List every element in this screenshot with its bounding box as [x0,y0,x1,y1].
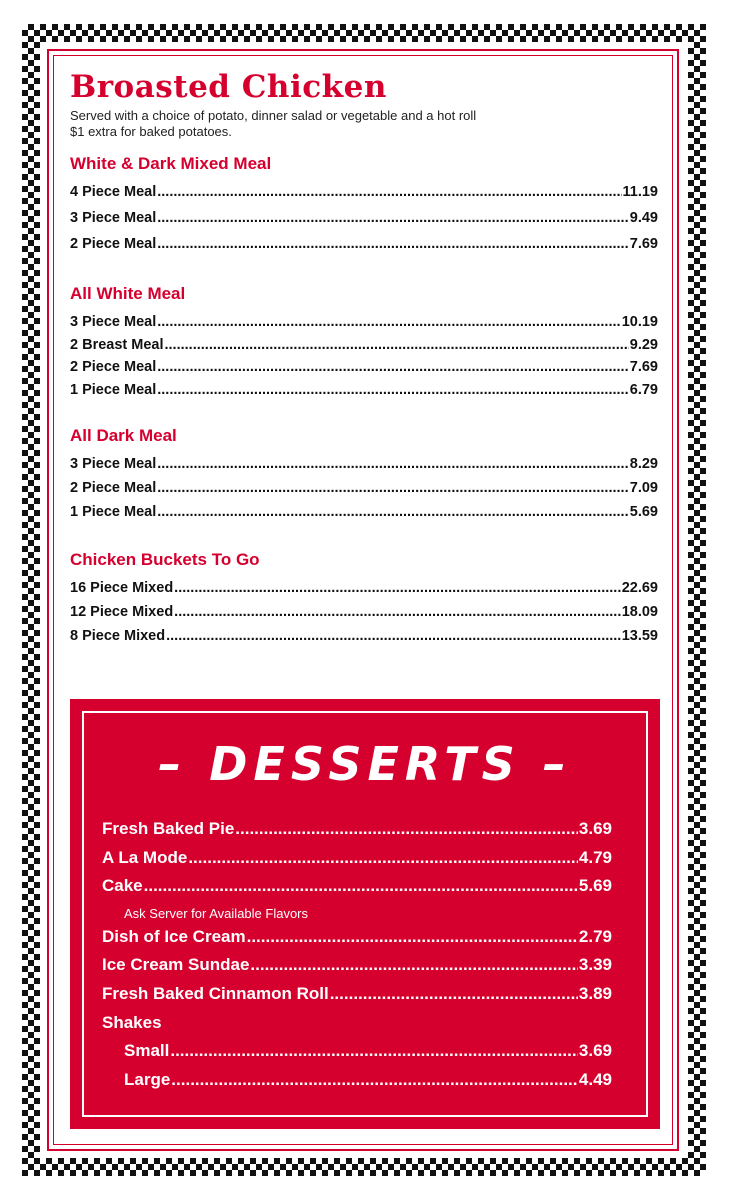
desserts-title: – DESSERTS – [158,737,572,791]
leader-dots [247,927,578,947]
menu-sections [70,154,658,652]
menu-item-price: 22.69 [621,580,658,596]
leader-dots [250,955,578,975]
menu-item [70,184,658,210]
menu-item [70,504,658,528]
leader-dots [157,236,629,252]
dessert-item-price: 2.79 [578,926,612,946]
section-title: All Dark Meal [70,426,177,445]
menu-item-price: 9.29 [629,336,658,353]
leader-dots [171,1070,578,1090]
dessert-item-price: 3.69 [578,1041,612,1061]
dessert-item [102,1041,612,1070]
menu-item-name: 1 Piece Meal [70,504,157,520]
menu-item [70,580,658,604]
menu-item-name: 2 Piece Meal [70,236,157,252]
leader-dots [235,819,578,839]
menu-item [70,628,658,652]
menu-item-price: 6.79 [629,381,658,398]
leader-dots [170,1041,578,1061]
dessert-item-name: Dish of Ice Cream [102,926,246,946]
menu-item [70,314,658,337]
menu-item-price: 11.19 [622,184,658,200]
page-title: Broasted Chicken [70,69,387,105]
subtitle-line-1: Served with a choice of potato, dinner salad or vegetable and a hot roll [70,108,477,123]
leader-dots [330,984,578,1004]
dessert-item [102,876,612,905]
section-title: All White Meal [70,284,186,303]
leader-dots [157,456,629,472]
leader-dots [157,359,629,375]
dessert-item-name: Small [124,1041,170,1061]
menu-item-name: 12 Piece Mixed [70,604,174,620]
leader-dots [157,382,629,398]
menu-item-name: 2 Breast Meal [70,336,164,353]
menu-item-price: 7.69 [629,359,658,375]
leader-dots [144,876,578,896]
menu-item [70,604,658,628]
dessert-item-name: A La Mode [102,847,188,867]
leader-dots [174,580,621,596]
leader-dots [157,480,629,496]
leader-dots [157,210,629,226]
menu-item-price: 9.49 [629,210,658,226]
dessert-item-price: 5.69 [578,876,612,896]
dessert-item-name: Large [124,1069,171,1089]
menu-item [70,480,658,504]
dessert-item-price: 3.89 [578,983,612,1003]
menu-item [70,382,658,405]
menu-item-name: 3 Piece Meal [70,314,157,330]
subtitle-line-2: $1 extra for baked potatoes. [70,124,232,139]
menu-item [70,337,658,360]
menu-item-price: 8.29 [629,456,658,472]
menu-item [70,359,658,382]
menu-item-price: 7.09 [629,480,658,496]
menu-item-price: 10.19 [621,314,658,330]
leader-dots [166,628,621,644]
leader-dots [157,504,629,520]
dessert-item [102,984,612,1013]
menu-item [70,456,658,480]
leader-dots [188,848,578,868]
dessert-item-name: Fresh Baked Pie [102,819,235,838]
dessert-item [102,1070,612,1099]
menu-item-price: 18.09 [621,604,658,620]
dessert-item-price: 3.39 [578,955,612,975]
dessert-item-price: 3.69 [578,819,612,838]
menu-item [70,236,658,262]
desserts-panel [70,699,660,1129]
section-title: White & Dark Mixed Meal [70,154,272,173]
menu-item-name: 2 Piece Meal [70,480,157,496]
dessert-item [102,848,612,877]
menu-item-name: 2 Piece Meal [70,359,157,375]
section-title: Chicken Buckets To Go [70,550,260,569]
menu-item-price: 7.69 [629,236,658,252]
leader-dots [157,184,621,200]
dessert-item-name: Shakes [102,1012,162,1032]
dessert-item [102,819,612,848]
menu-item-name: 16 Piece Mixed [70,580,174,596]
menu-item-name: 8 Piece Mixed [70,628,166,644]
dessert-item-price: 4.49 [578,1069,612,1089]
menu-item-price: 5.69 [629,504,658,520]
dessert-item-name: Fresh Baked Cinnamon Roll [102,983,329,1003]
desserts-list [102,819,612,1098]
menu-item-name: 3 Piece Meal [70,456,157,472]
menu-item-price: 13.59 [621,628,658,644]
chicken-menu [70,66,658,652]
leader-dots [157,314,620,330]
dessert-item-price: 4.79 [578,847,612,867]
menu-item-name: 3 Piece Meal [70,210,157,226]
dessert-item-name: Cake [102,876,143,896]
dessert-item [102,927,612,956]
leader-dots [174,604,621,620]
menu-item-name: 1 Piece Meal [70,381,157,398]
dessert-note: Ask Server for Available Flavors [124,905,308,921]
dessert-item-name: Ice Cream Sundae [102,955,250,975]
leader-dots [165,337,629,353]
dessert-item [102,1013,612,1042]
menu-item [70,210,658,236]
dessert-item [102,955,612,984]
menu-item-name: 4 Piece Meal [70,184,157,200]
